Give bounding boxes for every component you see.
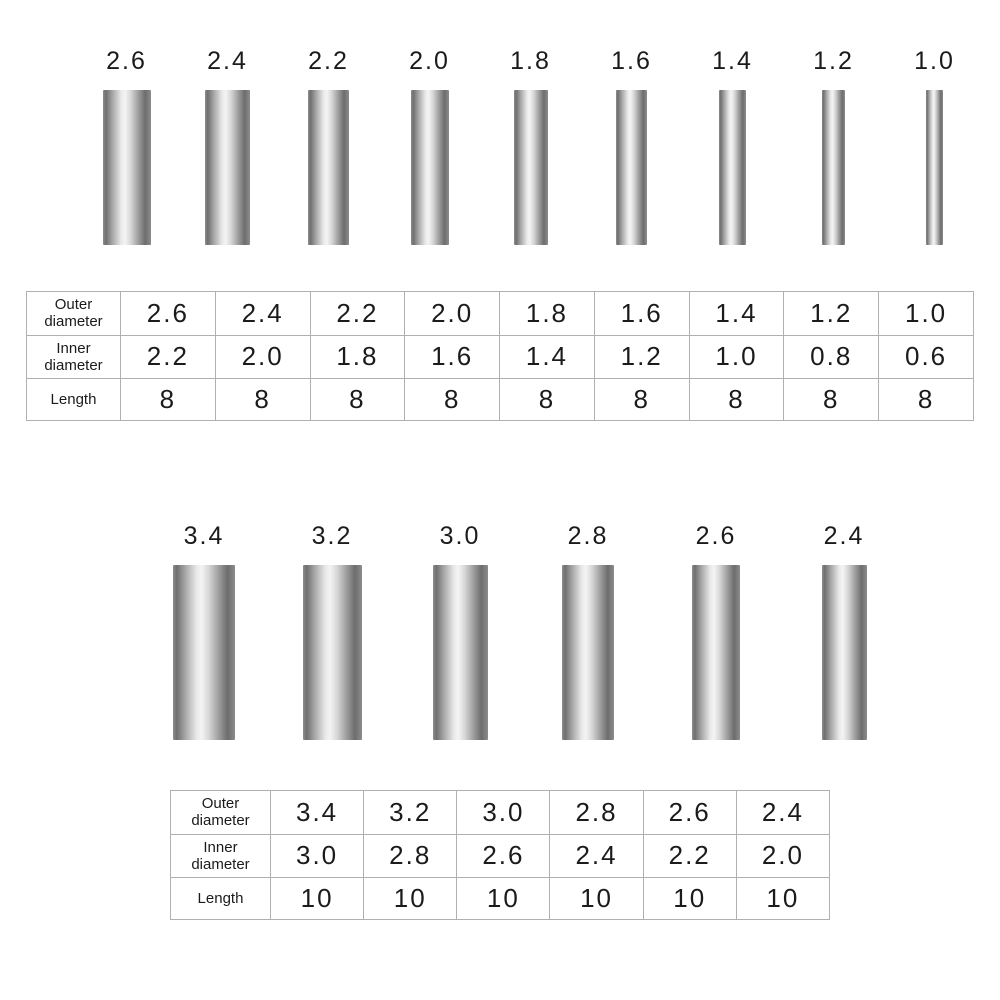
tube-graphic bbox=[822, 565, 867, 740]
cell-value: 8 bbox=[500, 379, 595, 421]
tube-graphic bbox=[926, 90, 943, 245]
tube-illustration-row-2 bbox=[0, 510, 1000, 740]
tube-size-label: 2.4 bbox=[207, 47, 248, 75]
cell-value: 8 bbox=[689, 379, 784, 421]
row-header-line-2: diameter bbox=[191, 812, 250, 830]
tube-cell bbox=[682, 47, 783, 245]
row-header-line-2: diameter bbox=[44, 356, 103, 374]
tube-size-label: 2.8 bbox=[567, 522, 609, 550]
row-header-line-1: Length bbox=[50, 390, 97, 408]
row-header-line-1: Inner bbox=[56, 339, 91, 357]
tube-group-1 bbox=[0, 30, 1000, 421]
tube-cell bbox=[524, 522, 652, 740]
cell-value: 3.0 bbox=[271, 834, 364, 878]
row-header-line-1: Outer bbox=[54, 296, 93, 313]
cell-value: 8 bbox=[121, 379, 216, 421]
tube-size-label: 1.2 bbox=[813, 47, 854, 75]
cell-value: 8 bbox=[879, 379, 974, 421]
tube-graphic bbox=[103, 90, 151, 245]
cell-value: 1.0 bbox=[879, 292, 974, 336]
spec-table-1-wrapper bbox=[0, 291, 1000, 421]
tube-cell bbox=[379, 47, 480, 245]
row-header-length bbox=[171, 878, 271, 920]
row-header-length bbox=[27, 379, 121, 421]
cell-value: 1.6 bbox=[594, 292, 689, 336]
tube-cell bbox=[480, 47, 581, 245]
tube-cell bbox=[581, 47, 682, 245]
tube-graphic bbox=[562, 565, 614, 740]
tube-cell bbox=[177, 47, 278, 245]
tube-graphic bbox=[308, 90, 349, 245]
cell-value: 3.4 bbox=[271, 791, 364, 835]
tube-size-label: 2.6 bbox=[106, 47, 147, 75]
tube-size-label: 1.6 bbox=[611, 47, 652, 75]
cell-value: 1.2 bbox=[594, 335, 689, 379]
cell-value: 8 bbox=[594, 379, 689, 421]
cell-value: 1.8 bbox=[500, 292, 595, 336]
row-header-inner-diameter bbox=[27, 335, 121, 379]
tube-cell bbox=[278, 47, 379, 245]
cell-value: 10 bbox=[643, 878, 736, 920]
tube-cell bbox=[396, 522, 524, 740]
tube-graphic bbox=[433, 565, 488, 740]
tube-graphic bbox=[173, 565, 235, 740]
table-row bbox=[27, 292, 974, 336]
tube-graphic bbox=[719, 90, 746, 245]
tube-graphic bbox=[616, 90, 647, 245]
tube-graphic bbox=[303, 565, 362, 740]
spec-table-2-wrapper bbox=[0, 790, 1000, 920]
tube-size-label: 2.6 bbox=[695, 522, 737, 550]
tube-graphic bbox=[514, 90, 548, 245]
row-header-outer-diameter bbox=[27, 292, 121, 336]
tube-cell bbox=[268, 522, 396, 740]
cell-value: 2.2 bbox=[121, 335, 216, 379]
cell-value: 2.4 bbox=[215, 292, 310, 336]
tube-cell bbox=[76, 47, 177, 245]
cell-value: 8 bbox=[405, 379, 500, 421]
cell-value: 2.6 bbox=[121, 292, 216, 336]
row-header-inner-diameter bbox=[171, 834, 271, 878]
tube-cell bbox=[783, 47, 884, 245]
spec-table-1 bbox=[26, 291, 974, 421]
cell-value: 8 bbox=[215, 379, 310, 421]
cell-value: 0.6 bbox=[879, 335, 974, 379]
cell-value: 2.6 bbox=[457, 834, 550, 878]
tube-graphic bbox=[692, 565, 740, 740]
cell-value: 1.4 bbox=[689, 292, 784, 336]
tube-size-label: 1.0 bbox=[914, 47, 955, 75]
cell-value: 1.0 bbox=[689, 335, 784, 379]
cell-value: 2.4 bbox=[550, 834, 643, 878]
tube-size-label: 3.2 bbox=[311, 522, 353, 550]
tube-group-2 bbox=[0, 510, 1000, 920]
tube-graphic bbox=[822, 90, 845, 245]
cell-value: 3.0 bbox=[457, 791, 550, 835]
cell-value: 10 bbox=[457, 878, 550, 920]
tube-cell bbox=[884, 47, 985, 245]
cell-value: 0.8 bbox=[784, 335, 879, 379]
tube-size-label: 1.4 bbox=[712, 47, 753, 75]
cell-value: 2.2 bbox=[310, 292, 405, 336]
cell-value: 1.4 bbox=[500, 335, 595, 379]
cell-value: 1.8 bbox=[310, 335, 405, 379]
cell-value: 2.0 bbox=[736, 834, 829, 878]
row-header-line-2: diameter bbox=[44, 313, 103, 331]
tube-illustration-row-1 bbox=[0, 30, 1000, 245]
cell-value: 2.2 bbox=[643, 834, 736, 878]
cell-value: 8 bbox=[784, 379, 879, 421]
tube-size-label: 2.4 bbox=[823, 522, 865, 550]
tube-size-label: 2.2 bbox=[308, 47, 349, 75]
cell-value: 2.8 bbox=[550, 791, 643, 835]
cell-value: 10 bbox=[736, 878, 829, 920]
cell-value: 2.4 bbox=[736, 791, 829, 835]
tube-size-label: 3.4 bbox=[183, 522, 225, 550]
cell-value: 2.8 bbox=[364, 834, 457, 878]
row-header-line-1: Outer bbox=[201, 795, 240, 812]
spec-table-2 bbox=[170, 790, 830, 920]
cell-value: 2.0 bbox=[405, 292, 500, 336]
tube-size-label: 3.0 bbox=[439, 522, 481, 550]
row-header-outer-diameter bbox=[171, 791, 271, 835]
cell-value: 3.2 bbox=[364, 791, 457, 835]
tube-cell bbox=[140, 522, 268, 740]
row-header-line-2: diameter bbox=[191, 855, 250, 873]
cell-value: 10 bbox=[550, 878, 643, 920]
cell-value: 1.6 bbox=[405, 335, 500, 379]
tube-graphic bbox=[411, 90, 449, 245]
cell-value: 2.0 bbox=[215, 335, 310, 379]
cell-value: 10 bbox=[271, 878, 364, 920]
table-row bbox=[171, 878, 830, 920]
table-row bbox=[27, 335, 974, 379]
cell-value: 2.6 bbox=[643, 791, 736, 835]
table-row bbox=[27, 379, 974, 421]
cell-value: 1.2 bbox=[784, 292, 879, 336]
tube-size-label: 2.0 bbox=[409, 47, 450, 75]
tube-cell bbox=[652, 522, 780, 740]
cell-value: 8 bbox=[310, 379, 405, 421]
table-row bbox=[171, 791, 830, 835]
cell-value: 10 bbox=[364, 878, 457, 920]
tube-cell bbox=[780, 522, 908, 740]
table-row bbox=[171, 834, 830, 878]
row-header-line-1: Length bbox=[197, 889, 244, 907]
row-header-line-1: Inner bbox=[203, 838, 238, 856]
tube-size-label: 1.8 bbox=[510, 47, 551, 75]
tube-graphic bbox=[205, 90, 250, 245]
